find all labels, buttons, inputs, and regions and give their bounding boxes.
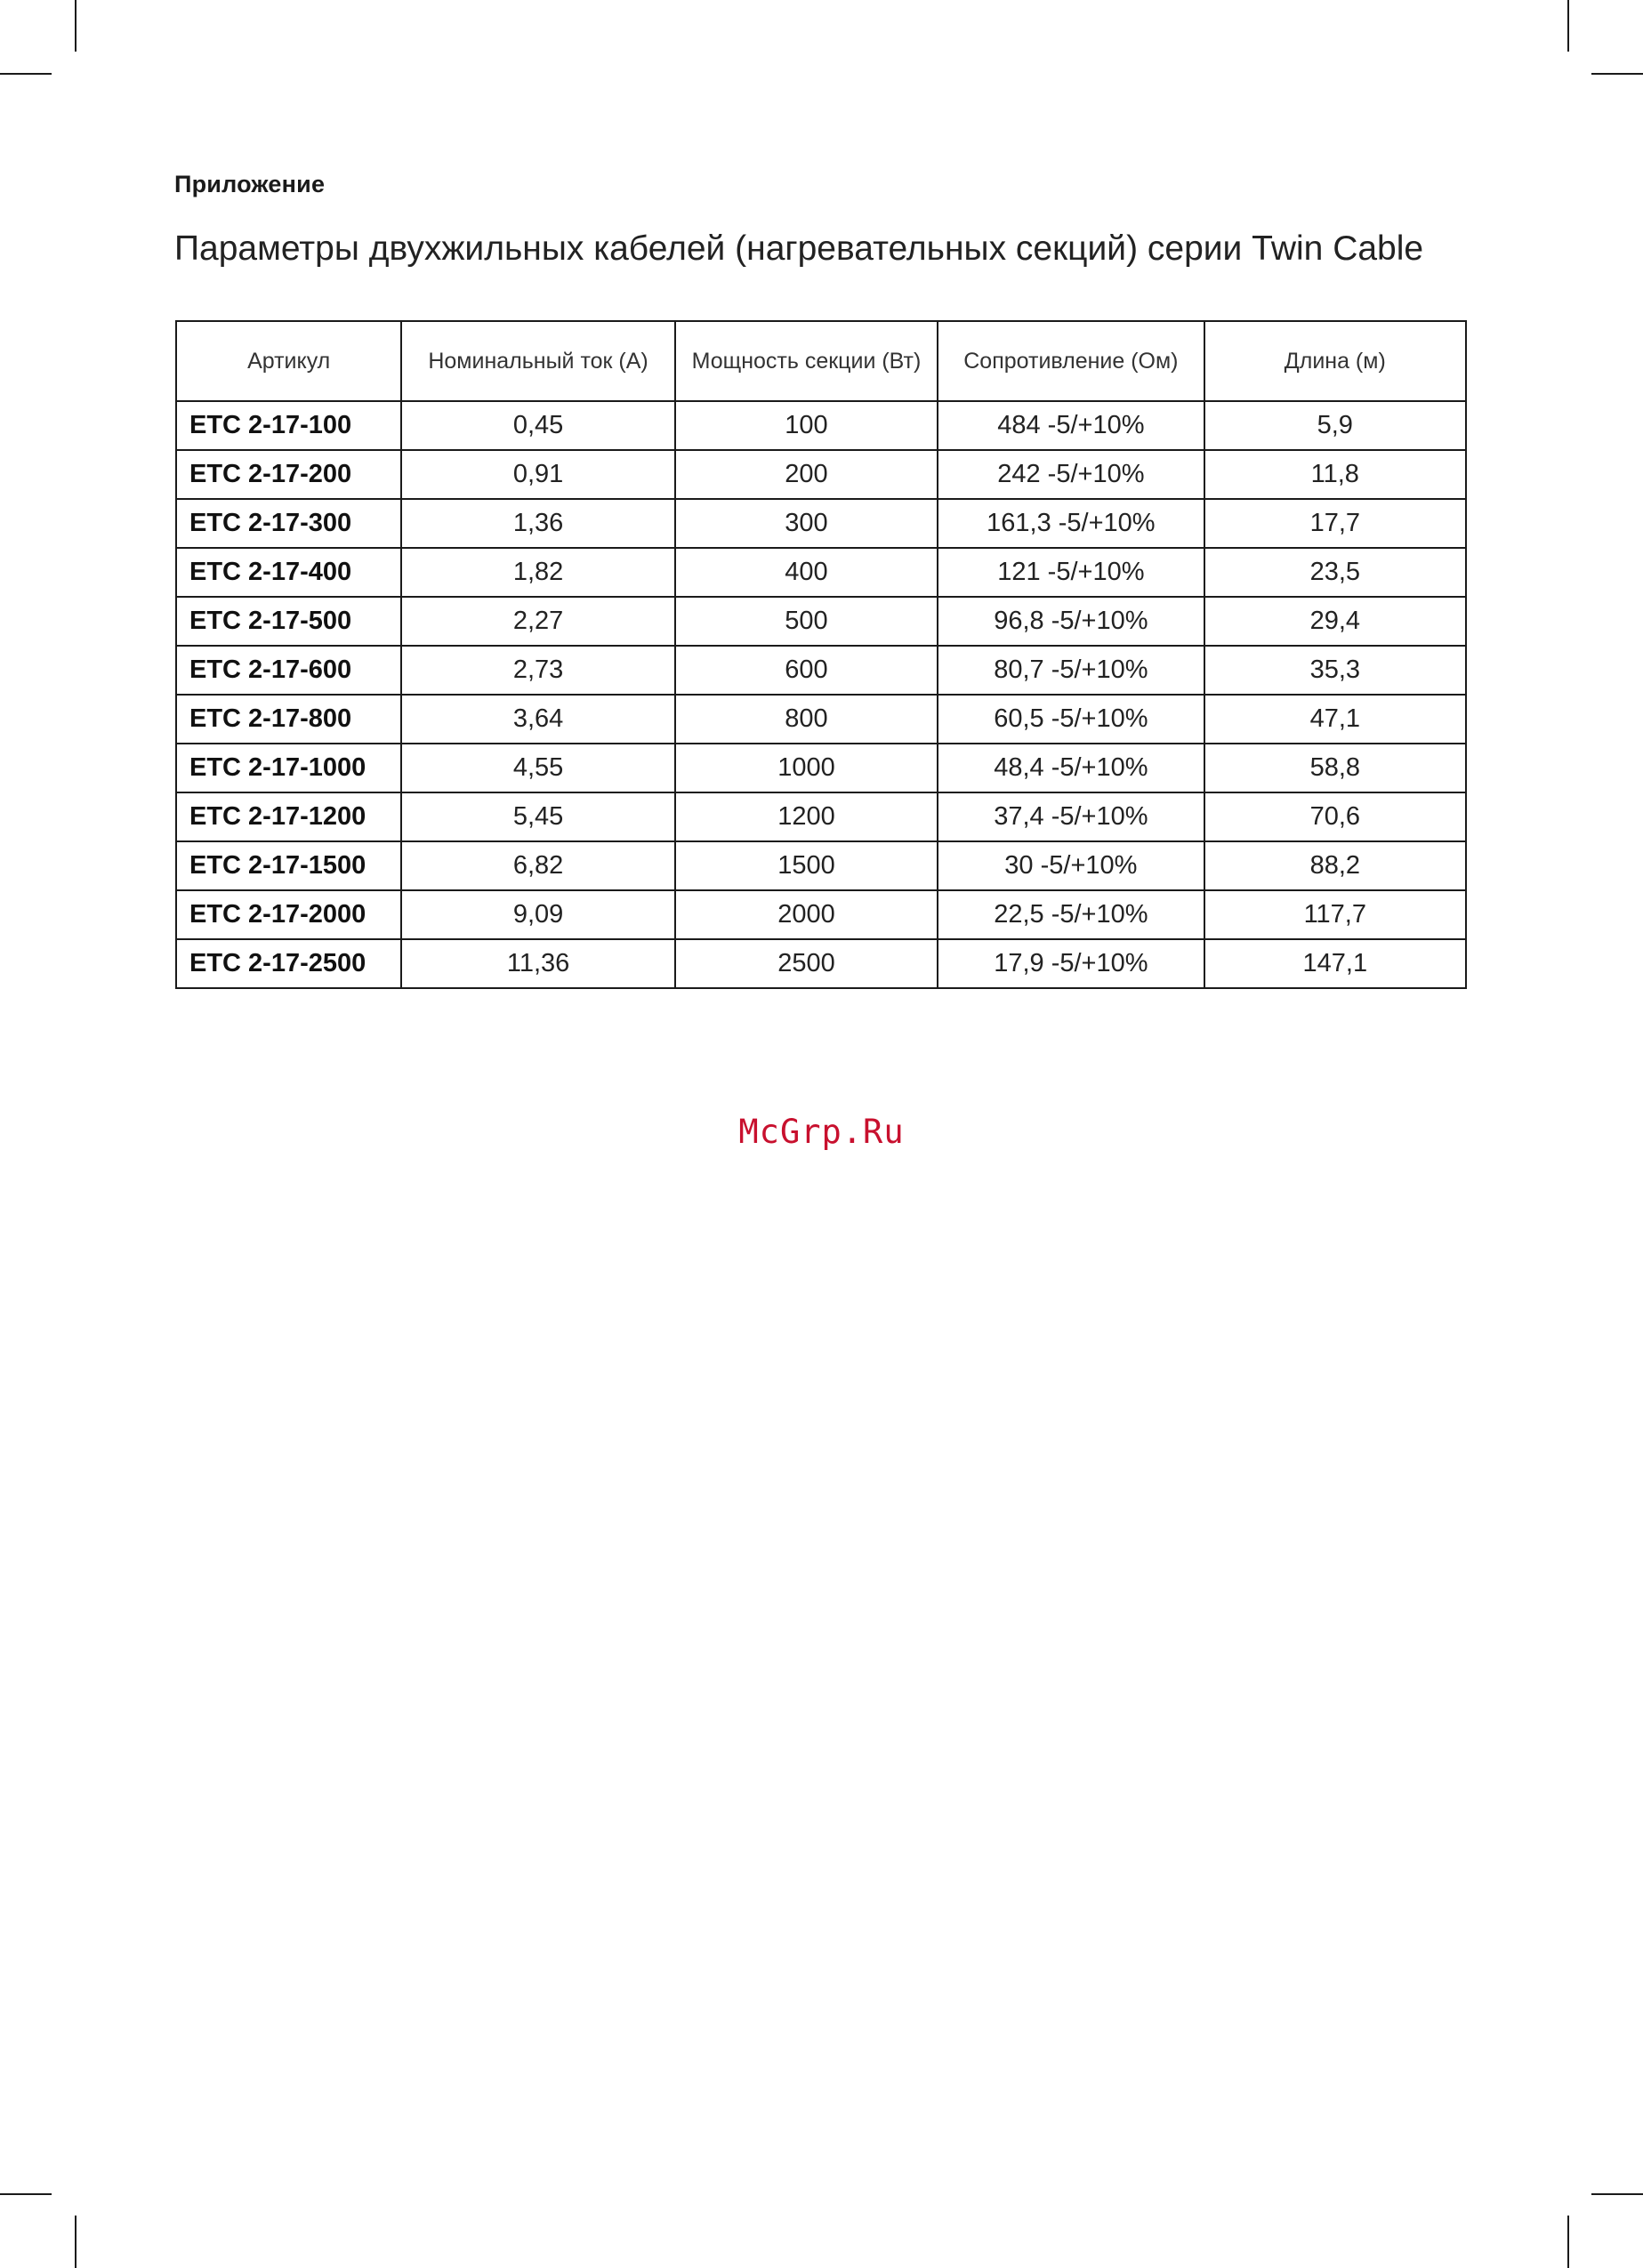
table-row (176, 548, 1466, 597)
cell-length: 147,1 (1204, 939, 1466, 988)
table-row (176, 841, 1466, 890)
cell-article: ETC 2-17-2000 (176, 890, 401, 939)
table-row (176, 450, 1466, 499)
section-label: Приложение (174, 171, 326, 197)
cell-current: 5,45 (401, 792, 674, 841)
cell-article: ETC 2-17-1200 (176, 792, 401, 841)
cell-resistance: 121 -5/+10% (938, 548, 1204, 597)
cell-power: 600 (675, 646, 938, 695)
cell-power: 2500 (675, 939, 938, 988)
cell-resistance: 22,5 -5/+10% (938, 890, 1204, 939)
cell-current: 2,73 (401, 646, 674, 695)
crop-mark-bottom-right-vertical (1567, 2216, 1569, 2268)
cell-current: 1,36 (401, 499, 674, 548)
crop-mark-top-right-horizontal (1591, 73, 1643, 75)
cell-power: 1000 (675, 744, 938, 792)
cell-article: ETC 2-17-200 (176, 450, 401, 499)
cell-length: 35,3 (1204, 646, 1466, 695)
cell-current: 2,27 (401, 597, 674, 646)
crop-mark-top-left-horizontal (0, 73, 52, 75)
table-row (176, 939, 1466, 988)
cell-article: ETC 2-17-100 (176, 401, 401, 450)
cell-resistance: 80,7 -5/+10% (938, 646, 1204, 695)
cell-length: 23,5 (1204, 548, 1466, 597)
cell-article: ETC 2-17-2500 (176, 939, 401, 988)
header-power: Мощность секции (Вт) (675, 321, 938, 401)
cell-article: ETC 2-17-500 (176, 597, 401, 646)
cell-length: 11,8 (1204, 450, 1466, 499)
crop-mark-top-left-vertical (75, 0, 77, 52)
cell-power: 2000 (675, 890, 938, 939)
header-length: Длина (м) (1204, 321, 1466, 401)
table-row (176, 646, 1466, 695)
cell-article: ETC 2-17-1500 (176, 841, 401, 890)
cable-parameters-table (175, 320, 1467, 989)
cell-power: 400 (675, 548, 938, 597)
cell-length: 70,6 (1204, 792, 1466, 841)
cell-current: 4,55 (401, 744, 674, 792)
cell-length: 5,9 (1204, 401, 1466, 450)
cell-current: 6,82 (401, 841, 674, 890)
table-row (176, 744, 1466, 792)
cell-resistance: 242 -5/+10% (938, 450, 1204, 499)
cell-length: 88,2 (1204, 841, 1466, 890)
cell-resistance: 60,5 -5/+10% (938, 695, 1204, 744)
table-row (176, 401, 1466, 450)
table-row (176, 597, 1466, 646)
crop-mark-bottom-left-vertical (75, 2216, 77, 2268)
cell-power: 200 (675, 450, 938, 499)
cell-power: 100 (675, 401, 938, 450)
cell-length: 29,4 (1204, 597, 1466, 646)
cell-length: 47,1 (1204, 695, 1466, 744)
cell-power: 500 (675, 597, 938, 646)
cell-length: 58,8 (1204, 744, 1466, 792)
cell-resistance: 30 -5/+10% (938, 841, 1204, 890)
header-resistance: Сопротивление (Ом) (938, 321, 1204, 401)
cell-article: ETC 2-17-600 (176, 646, 401, 695)
watermark-text: McGrp.Ru (738, 1113, 905, 1151)
cell-current: 1,82 (401, 548, 674, 597)
cell-power: 1200 (675, 792, 938, 841)
table-header-row (176, 321, 1466, 401)
cell-power: 800 (675, 695, 938, 744)
crop-mark-top-right-vertical (1567, 0, 1569, 52)
cell-resistance: 484 -5/+10% (938, 401, 1204, 450)
cell-article: ETC 2-17-1000 (176, 744, 401, 792)
header-current: Номинальный ток (А) (401, 321, 674, 401)
crop-mark-bottom-left-horizontal (0, 2193, 52, 2195)
cell-current: 0,91 (401, 450, 674, 499)
cell-current: 0,45 (401, 401, 674, 450)
cell-current: 11,36 (401, 939, 674, 988)
crop-mark-bottom-right-horizontal (1591, 2193, 1643, 2195)
table-row (176, 499, 1466, 548)
cell-article: ETC 2-17-800 (176, 695, 401, 744)
header-article: Артикул (176, 321, 401, 401)
cell-article: ETC 2-17-400 (176, 548, 401, 597)
cell-current: 9,09 (401, 890, 674, 939)
cell-length: 17,7 (1204, 499, 1466, 548)
cell-resistance: 96,8 -5/+10% (938, 597, 1204, 646)
page-title: Параметры двухжильных кабелей (нагревательных секций) серии Twin Cable (174, 229, 1424, 268)
cell-power: 300 (675, 499, 938, 548)
cell-resistance: 161,3 -5/+10% (938, 499, 1204, 548)
table-row (176, 695, 1466, 744)
cell-length: 117,7 (1204, 890, 1466, 939)
cell-article: ETC 2-17-300 (176, 499, 401, 548)
cell-current: 3,64 (401, 695, 674, 744)
cell-power: 1500 (675, 841, 938, 890)
cell-resistance: 48,4 -5/+10% (938, 744, 1204, 792)
table-row (176, 792, 1466, 841)
table-row (176, 890, 1466, 939)
cell-resistance: 37,4 -5/+10% (938, 792, 1204, 841)
cell-resistance: 17,9 -5/+10% (938, 939, 1204, 988)
